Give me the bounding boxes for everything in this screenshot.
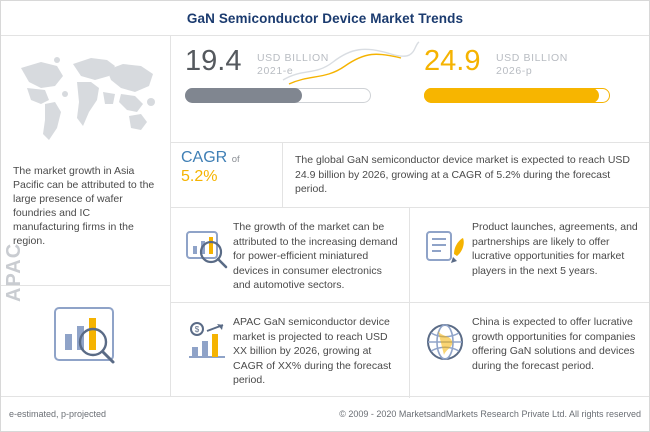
stat-2026-bar-fill [424,88,599,103]
stat-2026 [410,36,649,142]
insight-card [171,303,410,398]
stat-2021 [171,36,410,142]
cagr-summary: The global GaN semiconductor device market is expected to reach USD 24.9 billion by 2026, growing at a CAGR of 5.2% during the forecast period. [295,154,630,195]
insight-card-text: The growth of the market can be attributed to the increasing demand for power-efficient miniatured devices in consumer electronics and automotive sectors. [233,221,398,291]
magnifier-bars-icon [179,218,233,270]
insight-card [410,208,649,303]
footer-legend: e-estimated, p-projected [9,409,107,419]
stat-2021-value: 19.4 [185,45,242,77]
page-title-bar [1,1,649,36]
insight-card-text: China is expected to offer lucrative growth opportunities for companies offering GaN solutions and devices during the forecast period. [472,316,636,372]
stat-2021-unit-block [257,52,329,78]
stats-row [171,36,649,143]
insight-card [171,208,410,303]
cagr-of: of [231,154,240,165]
cagr-value: 5.2% [181,168,218,185]
svg-text:$: $ [194,325,200,334]
body [1,36,649,396]
stat-2026-value: 24.9 [424,45,481,77]
globe-icon [418,313,472,365]
launch-rocket-icon [418,218,472,270]
cagr-row [171,143,649,208]
growth-bars-icon [179,313,233,365]
apac-label: APAC [3,242,25,302]
stat-2021-year: 2021-e [257,65,294,77]
left-panel [1,36,171,396]
stat-2026-unit-block [496,52,568,78]
chart-magnifier-icon [47,298,123,379]
insight-cards [171,208,649,398]
stat-2026-unit: USD BILLION [496,52,568,64]
footer [1,396,649,431]
page-title: GaN Semiconductor Device Market Trends [186,10,464,26]
stat-2026-bar [424,88,610,103]
stat-2021-unit: USD BILLION [257,52,329,64]
right-panel [171,36,649,396]
apac-block [1,242,171,396]
insight-card-text: APAC GaN semiconductor device market is projected to reach USD XX billion by 2026, growing at CAGR of XX% during the forecast period. [233,316,392,386]
stat-2021-bar-fill [185,88,302,103]
stat-2026-year: 2026-p [496,65,533,77]
cagr-box [171,143,283,207]
insight-card-text: Product launches, agreements, and partnerships are likely to offer lucrative opportunities for market players in the next 5 years. [472,221,638,277]
world-map-icon [11,42,160,160]
footer-copyright: © 2009 - 2020 MarketsandMarkets Research Private Ltd. All rights reserved [339,409,641,419]
left-panel-description: The market growth in Asia Pacific can be attributed to the large presence of wafer foundries and IC manufacturing firms in the region. [13,165,155,247]
insight-card [410,303,649,398]
stat-2021-bar [185,88,371,103]
cagr-label: CAGR [181,149,228,166]
